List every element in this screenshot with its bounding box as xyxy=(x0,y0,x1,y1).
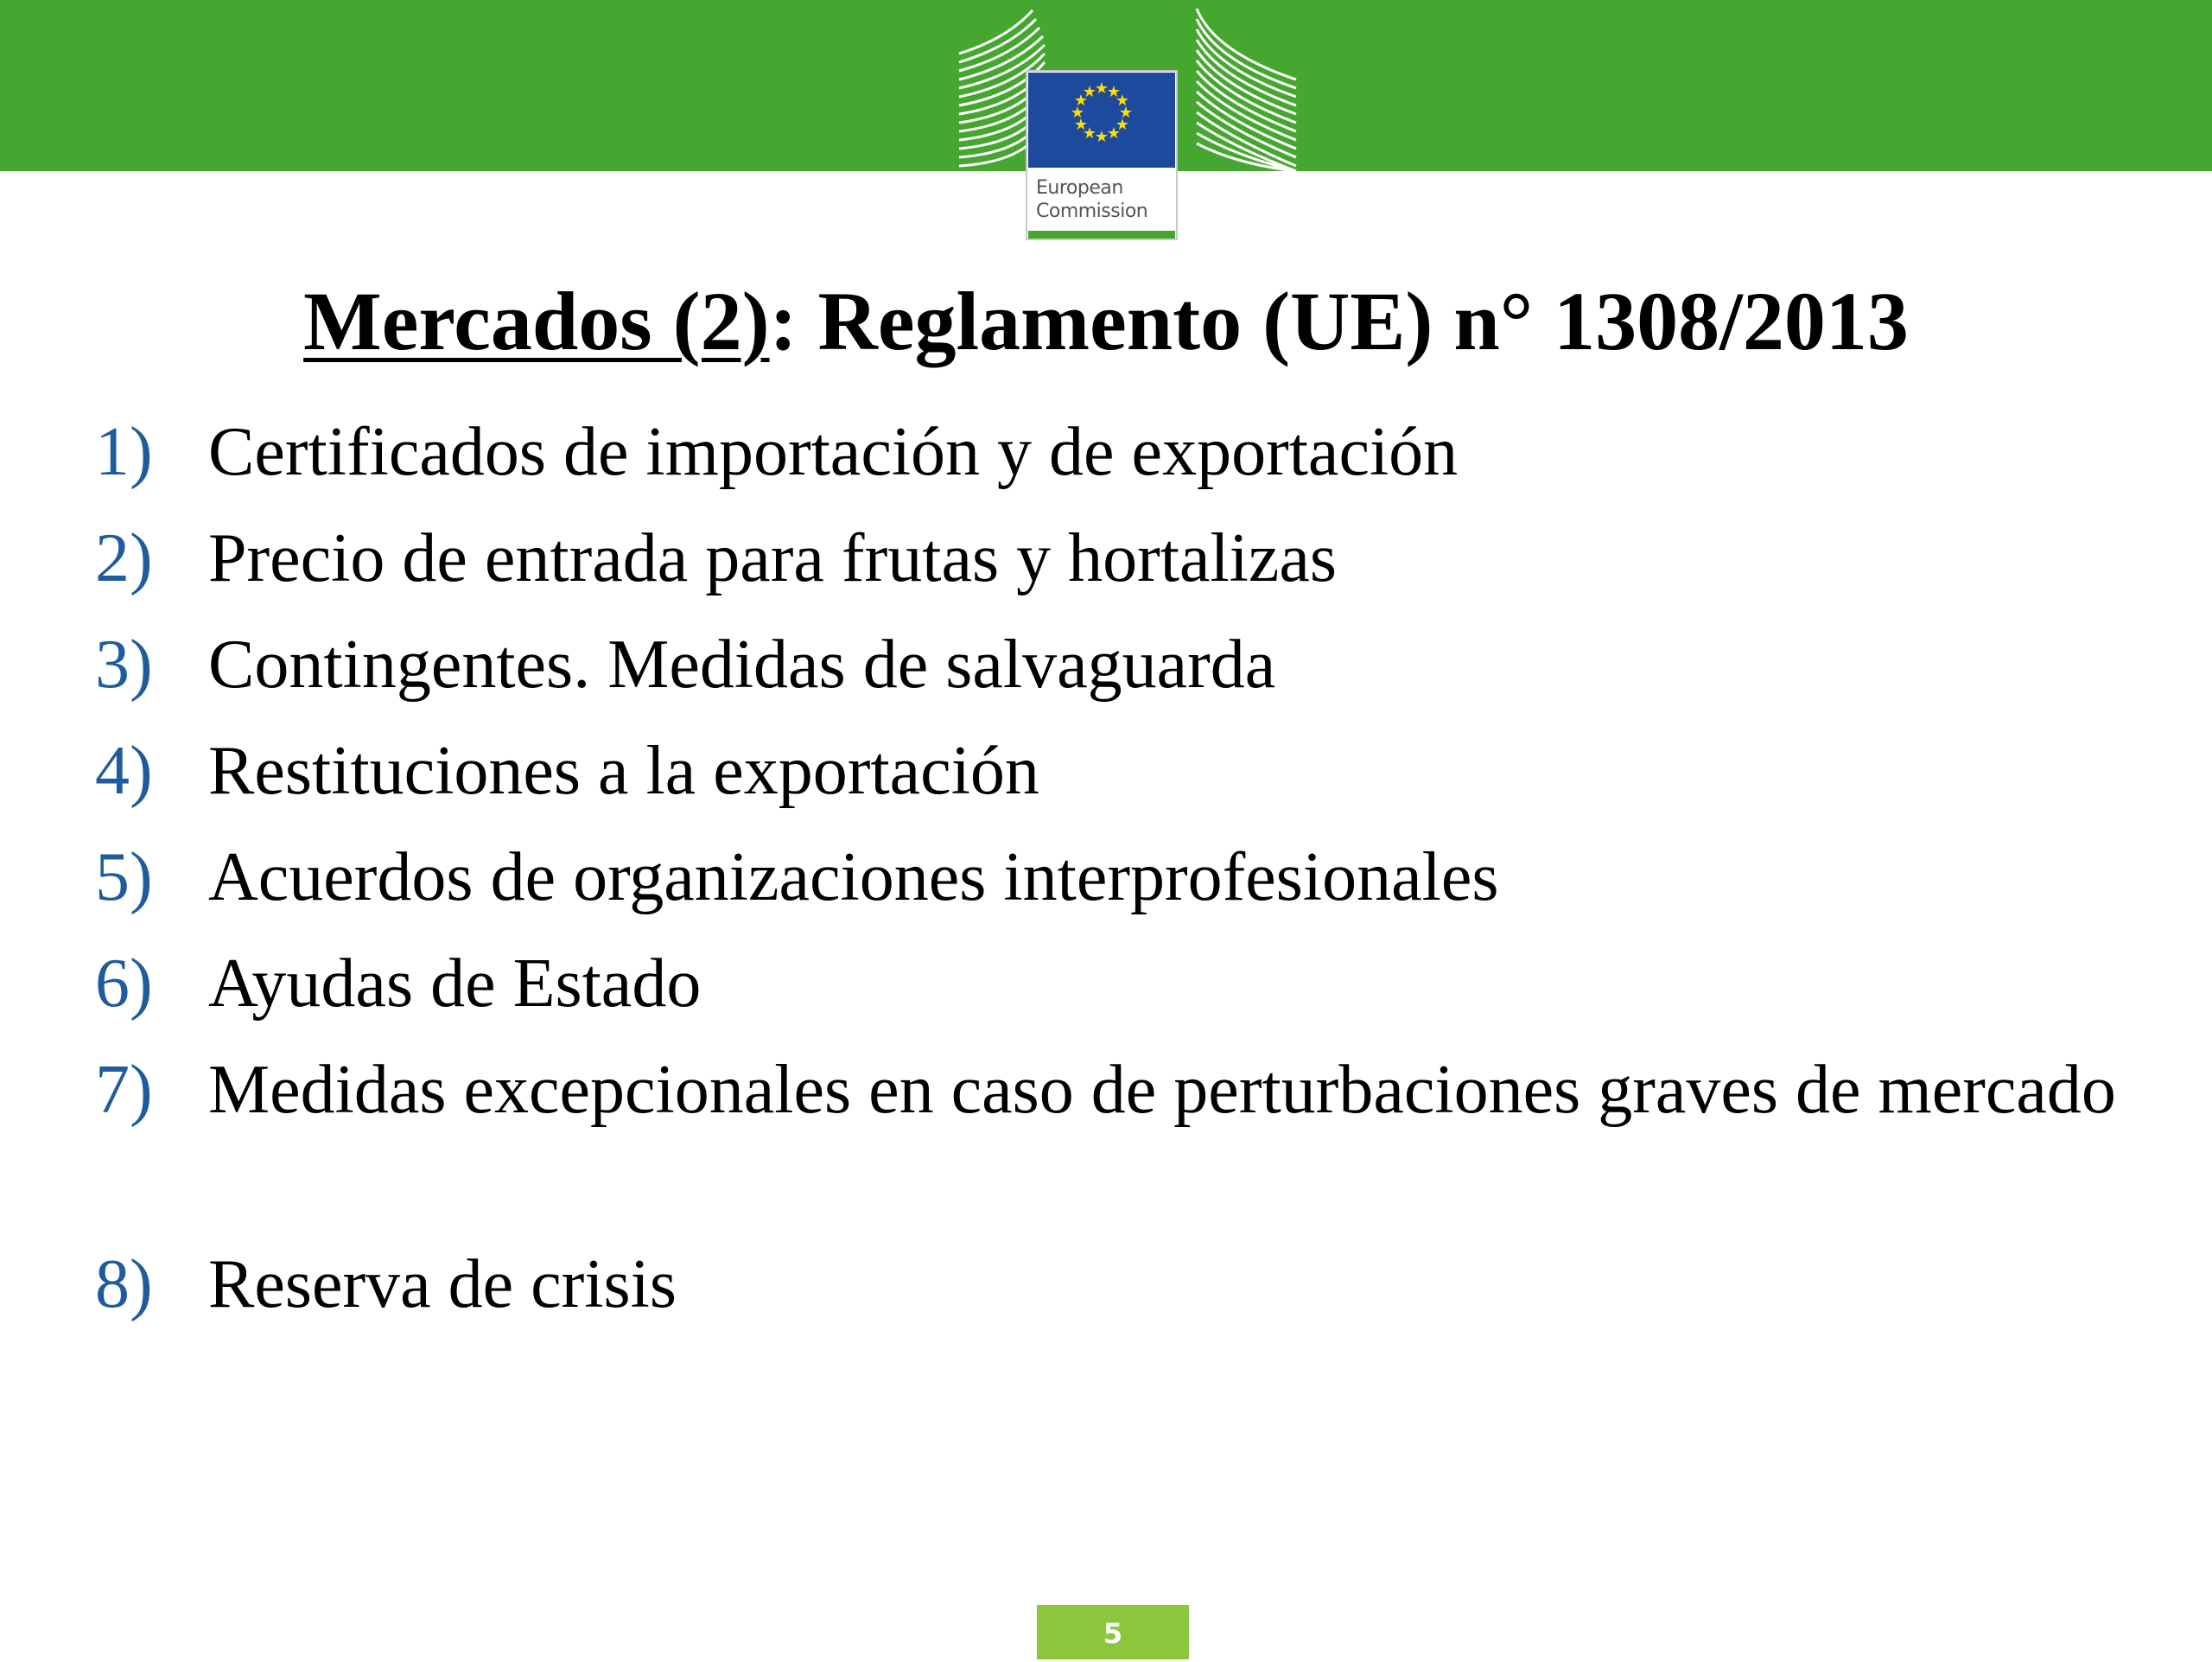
list-item-text: Medidas excepcionales en caso de perturbaciones graves de mercado xyxy=(208,1052,2116,1128)
list-item xyxy=(95,1046,2126,1135)
svg-text:★: ★ xyxy=(1082,83,1097,101)
list-item xyxy=(95,833,2126,922)
list-item xyxy=(95,514,2126,603)
list-item xyxy=(95,1240,2126,1329)
list-item-text: Certificados de importación y de exportación xyxy=(208,414,1459,490)
svg-text:★: ★ xyxy=(1115,92,1130,110)
list-item xyxy=(95,939,2126,1028)
logo-line-european: European xyxy=(1036,177,1123,199)
svg-text:★: ★ xyxy=(1070,104,1085,122)
list-item xyxy=(95,727,2126,816)
page-number-badge: 5 xyxy=(1037,1605,1189,1659)
svg-text:★: ★ xyxy=(1082,124,1097,143)
list-item-number: 5) xyxy=(95,839,153,915)
list-item xyxy=(95,621,2126,710)
svg-text:★: ★ xyxy=(1115,116,1130,134)
list-item-number: 6) xyxy=(95,946,153,1022)
slide-title-rest: : Reglamento (UE) n° 1308/2013 xyxy=(769,275,1909,367)
list-item-number: 4) xyxy=(95,733,153,809)
svg-text:★: ★ xyxy=(1106,124,1122,143)
list-item-number: 1) xyxy=(95,414,153,490)
list-item-text: Precio de entrada para frutas y hortalizas xyxy=(208,520,1338,596)
list-item-number: 3) xyxy=(95,627,153,703)
list-item-text: Ayudas de Estado xyxy=(208,946,702,1022)
list-item-number: 8) xyxy=(95,1246,153,1322)
svg-text:★: ★ xyxy=(1118,104,1134,122)
list-item-text: Reserva de crisis xyxy=(208,1246,677,1322)
slide-title-underlined: Mercados (2) xyxy=(303,275,770,367)
svg-text:★: ★ xyxy=(1094,128,1109,146)
list-item-text: Contingentes. Medidas de salvaguarda xyxy=(208,627,1276,703)
list-item-number: 2) xyxy=(95,520,153,596)
svg-text:★: ★ xyxy=(1106,83,1122,101)
list-item xyxy=(95,408,2126,497)
svg-text:★: ★ xyxy=(1073,116,1089,134)
logo-line-commission: Commission xyxy=(1036,201,1148,222)
svg-text:★: ★ xyxy=(1094,80,1109,98)
list-item-number: 7) xyxy=(95,1052,153,1128)
svg-text:★: ★ xyxy=(1073,92,1089,110)
list-item-text: Restituciones a la exportación xyxy=(208,733,1039,809)
list-item-text: Acuerdos de organizaciones interprofesionales xyxy=(208,839,1499,915)
